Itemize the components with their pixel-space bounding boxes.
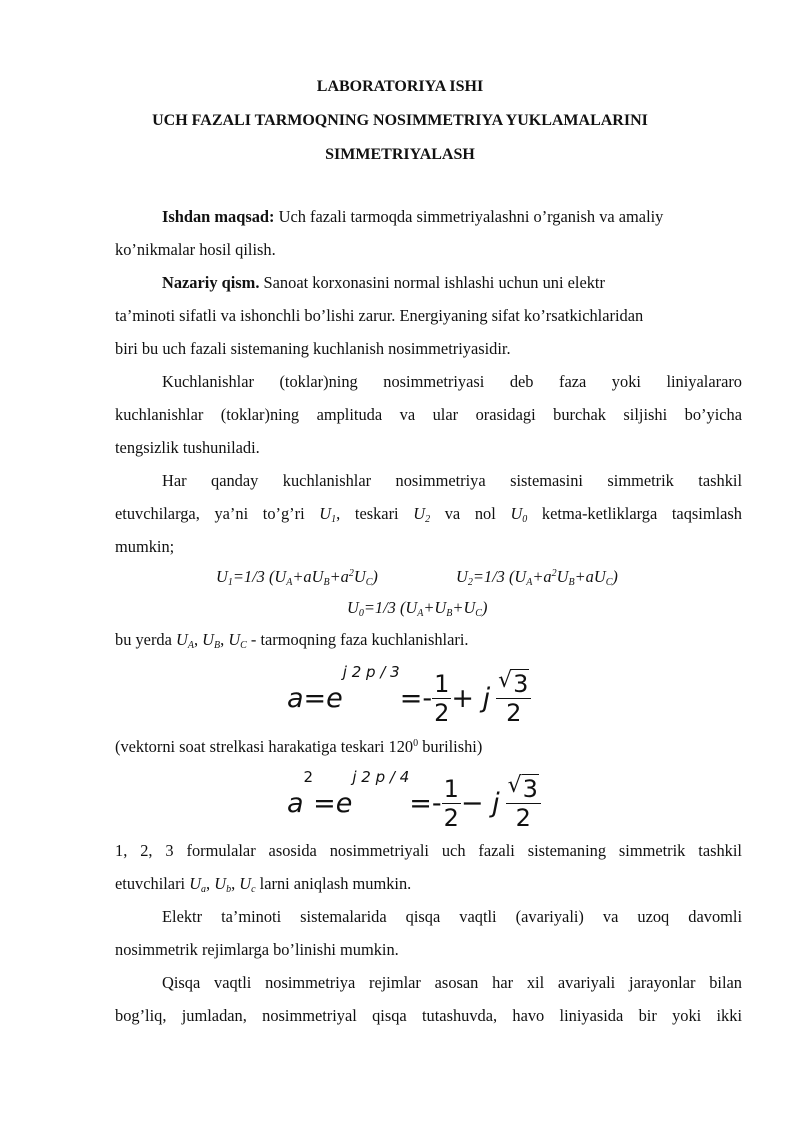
aim-line-2: ko’nikmalar hosil qilish. [115, 240, 276, 259]
para3-line-2: etuvchilari $U_a$, $U_b$, $U_c$ larni aniqlash mumkin. [115, 874, 412, 895]
formula-u1: $U_1=1/3$ $(U_A+aU_B+a^2U_C)$ [216, 567, 378, 588]
equation-a-squared: a2=ej 2 p / 4=- $\frac{1}{2}$ − j √ 3 2 [287, 768, 541, 832]
para3-line-1: 1, 2, 3 formulalar asosida nosimmetriyali uch fazali sistemaning simmetrik tashkil [115, 841, 742, 860]
title-line-3: SIMMETRIYALASH [325, 146, 475, 163]
vector-note: (vektorni soat strelkasi harakatiga teskari $120^0$ burilishi) [115, 737, 483, 756]
aim-label: Ishdan maqsad: [162, 207, 275, 226]
para4-line-2: nosimmetrik rejimlarga bo’linishi mumkin. [115, 940, 399, 959]
where-line: bu yerda $U_A$, $U_B$, $U_C$ - tarmoqning faza kuchlanishlari. [115, 630, 469, 651]
theory-line-2: ta’minoti sifatli va ishonchli bo’lishi zarur. Energiyaning sifat ko’rsatkichlaridan [115, 306, 644, 325]
para2-line-1: Har qanday kuchlanishlar nosimmetriya sistemasini simmetrik tashkil [162, 471, 742, 490]
para2-line-2: etuvchilarga, ya’ni to’g’ri $U_1$, teskari $U_2$ va nol $U_0$ ketma-ketliklarga taqsimlash [115, 504, 742, 525]
formula-u2: $U_2=1/3$ $(U_A+a^2U_B+aU_C)$ [456, 567, 618, 588]
para1-line-3: tengsizlik tushuniladi. [115, 438, 260, 457]
para1-line-2: kuchlanishlar (toklar)ning amplituda va ular orasidagi burchak siljishi bo’yicha [115, 405, 742, 424]
para1-line-1: Kuchlanishlar (toklar)ning nosimmetriyasi deb faza yoki liniyalararo [162, 372, 742, 391]
aim-line-1: Ishdan maqsad: Uch fazali tarmoqda simmetriyalashni o’rganish va amaliy [162, 207, 664, 226]
theory-label: Nazariy qism. [162, 273, 260, 292]
title-line-2: UCH FAZALI TARMOQNING NOSIMMETRIYA YUKLAMALARINI [152, 112, 648, 129]
title-line-1: LABORATORIYA ISHI [316, 78, 484, 95]
theory-line-1: Nazariy qism. Sanoat korxonasini normal ishlashi uchun uni elektr [162, 273, 605, 292]
para5-line-2: bog’liq, jumladan, nosimmetriyal qisqa tutashuvda, havo liniyasida bir yoki ikki [115, 1006, 742, 1025]
formula-u0: $U_0=1/3$ $(U_A+U_B+U_C)$ [347, 598, 488, 619]
theory-line-3: biri bu uch fazali sistemaning kuchlanish nosimmetriyasidir. [115, 339, 511, 358]
equation-a: a=ej 2 p / 3=- $\frac{1}{2}$ + j √ 3 2 [287, 663, 531, 727]
para4-line-1: Elektr ta’minoti sistemalarida qisqa vaqtli (avariyali) va uzoq davomli [162, 907, 742, 926]
para5-line-1: Qisqa vaqtli nosimmetriya rejimlar asosan har xil avariyali jarayonlar bilan [162, 973, 742, 992]
para2-line-3: mumkin; [115, 537, 175, 556]
